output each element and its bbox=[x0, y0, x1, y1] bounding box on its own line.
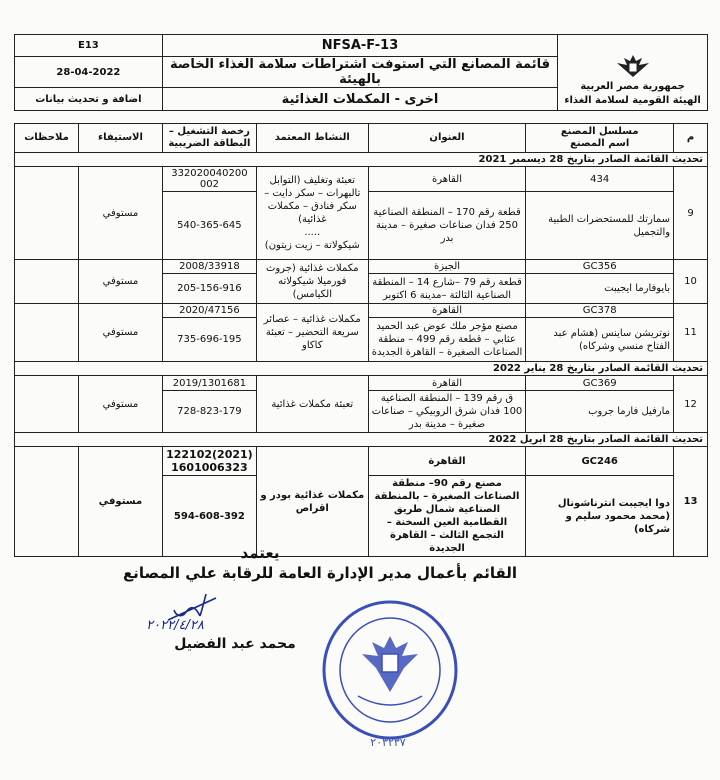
factory-tax: 594-608-392 bbox=[162, 476, 256, 557]
factory-license: 2008/33918 bbox=[162, 260, 256, 274]
col-index: م bbox=[674, 124, 708, 153]
factory-city: القاهرة bbox=[368, 447, 526, 476]
factory-notes bbox=[15, 447, 79, 557]
factory-name: سمارتك للمستحضرات الطبية والتجميل bbox=[526, 192, 674, 260]
factory-name: بايوفارما ايجيبت bbox=[526, 274, 674, 304]
factory-status: مستوفي bbox=[79, 376, 163, 433]
stamp-number: ٢٠٣٢٣٧ bbox=[370, 736, 406, 749]
doc-title: قائمة المصانع التي استوفت اشتراطات سلامة الغذاء الخاصة بالهيئة bbox=[162, 57, 557, 88]
factory-notes bbox=[15, 260, 79, 304]
table-row bbox=[15, 447, 708, 476]
factory-address: قطعة رقم 79 –شارع 14 – المنطقة الصناعية الثالثة –مدينة 6 اكتوبر bbox=[368, 274, 526, 304]
factory-license: 2019/1301681 bbox=[162, 376, 256, 391]
factory-tax: 540-365-645 bbox=[162, 192, 256, 260]
table-row bbox=[15, 304, 708, 318]
official-stamp-icon bbox=[318, 596, 462, 748]
factory-status: مستوفي bbox=[79, 447, 163, 557]
col-notes: ملاحظات bbox=[15, 124, 79, 153]
signatory-position: القائم بأعمال مدير الإدارة العامة للرقابة علي المصانع bbox=[122, 564, 518, 582]
signatory-name: محمد عبد الفضيل bbox=[174, 636, 296, 652]
table-row bbox=[15, 260, 708, 274]
factory-notes bbox=[15, 376, 79, 433]
factory-status: مستوفي bbox=[79, 304, 163, 362]
factory-tax: 205-156-916 bbox=[162, 274, 256, 304]
section-title: تحديث القائمة الصادر بتاريخ 28 يناير 2022 bbox=[15, 362, 708, 376]
approve-label: يعتمد bbox=[240, 544, 280, 562]
factory-serial: GC369 bbox=[526, 376, 674, 391]
doc-category: اخرى - المكملات الغذائية bbox=[162, 88, 557, 111]
col-factory: مسلسل المصنع اسم المصنع bbox=[526, 124, 674, 153]
factory-activity: تعبئة مكملات غذائية bbox=[256, 376, 368, 433]
doc-code: E13 bbox=[15, 35, 163, 57]
factory-activity: مكملات غذائية (جروث فورميلا شيكولاته الكيامس) bbox=[256, 260, 368, 304]
factory-tax: 735-696-195 bbox=[162, 318, 256, 362]
factory-address: قطعة رقم 170 – المنطقة الصناعية 250 فدان صناعات صغيرة – مدينة بدر bbox=[368, 192, 526, 260]
factory-license: 2020/47156 bbox=[162, 304, 256, 318]
row-index: 13 bbox=[674, 447, 708, 557]
col-activity: النشاط المعتمد bbox=[256, 124, 368, 153]
factory-address: مصنع رقم 90– منطقة الصناعات الصغيرة – بالمنطقة الصناعية شمال طريق القطامية العين السخنة – التجمع الثالث – القاهرة الجديدة bbox=[368, 476, 526, 557]
factory-status: مستوفي bbox=[79, 167, 163, 260]
factory-city: القاهرة bbox=[368, 304, 526, 318]
section-row bbox=[15, 362, 708, 376]
table-header-row bbox=[15, 124, 708, 153]
doc-date: 28-04-2022 bbox=[15, 57, 163, 88]
factory-serial: GC378 bbox=[526, 304, 674, 318]
document-header bbox=[14, 34, 708, 111]
row-index: 12 bbox=[674, 376, 708, 433]
row-index: 9 bbox=[674, 167, 708, 260]
col-status: الاستيفاء bbox=[79, 124, 163, 153]
factory-name: دوا ايجيبت انترناشونال (محمد محمود سليم و شركاه) bbox=[526, 476, 674, 557]
republic-name: جمهورية مصر العربية bbox=[580, 81, 685, 92]
factory-city: الجيزة bbox=[368, 260, 526, 274]
factory-status: مستوفي bbox=[79, 260, 163, 304]
factory-serial: GC356 bbox=[526, 260, 674, 274]
section-title: تحديث القائمة الصادر بتاريخ 28 ديسمبر 2021 bbox=[15, 153, 708, 167]
row-index: 11 bbox=[674, 304, 708, 362]
factory-activity: مكملات غذائية بودر و اقراص bbox=[256, 447, 368, 557]
authority-name: الهيئة القومية لسلامة الغذاء bbox=[564, 95, 701, 106]
table-row bbox=[15, 167, 708, 192]
factory-activity: مكملات غذائية – عصائر سريعة التحضير – تعبئة كاكاو bbox=[256, 304, 368, 362]
factories-table bbox=[14, 123, 708, 557]
factory-address: ق رقم 139 – المنطقة الصناعية 100 فدان شرق الروبيكي – صناعات صغيرة – مدينة بدر bbox=[368, 391, 526, 433]
section-title: تحديث القائمة الصادر بتاريخ 28 ابريل 2022 bbox=[15, 433, 708, 447]
factory-serial: GC246 bbox=[526, 447, 674, 476]
row-index: 10 bbox=[674, 260, 708, 304]
section-row bbox=[15, 153, 708, 167]
emblem-cell bbox=[558, 35, 708, 111]
factory-notes bbox=[15, 167, 79, 260]
doc-action: اضافة و تحديث بيانات bbox=[15, 88, 163, 111]
section-row bbox=[15, 433, 708, 447]
table-row bbox=[15, 376, 708, 391]
factory-activity: تعبئة وتغليف (التوابل تالبهرات – سكر دايت – سكر فنادق – مكملات غذائية) ..... شيكولاتة – زيت زيتون) bbox=[256, 167, 368, 260]
factory-tax: 728-823-179 bbox=[162, 391, 256, 433]
factory-notes bbox=[15, 304, 79, 362]
factory-license: 332020040200 002 bbox=[162, 167, 256, 192]
eagle-emblem-icon bbox=[611, 53, 655, 79]
factory-name: نوتريشن ساينس (هشام عبد الفتاح منسي وشركاه) bbox=[526, 318, 674, 362]
col-address: العنوان bbox=[368, 124, 526, 153]
factory-serial: 434 bbox=[526, 167, 674, 192]
factory-address: مصنع مؤجر ملك عوض عبد الحميد عثابي – قطعة رقم 499 – منطقة الصناعات الصغيرة – القاهرة الجديدة bbox=[368, 318, 526, 362]
factory-license: (2021)122102 1601006323 bbox=[162, 447, 256, 476]
factory-city: القاهرة bbox=[368, 167, 526, 192]
form-number: NFSA-F-13 bbox=[162, 35, 557, 57]
handwritten-date: ٢٠٢٢/٤/٢٨ bbox=[146, 618, 204, 633]
col-license: رخصة التشغيل – البطاقة الضريبية bbox=[162, 124, 256, 153]
factory-city: القاهرة bbox=[368, 376, 526, 391]
factory-name: مارفيل فارما جروب bbox=[526, 391, 674, 433]
